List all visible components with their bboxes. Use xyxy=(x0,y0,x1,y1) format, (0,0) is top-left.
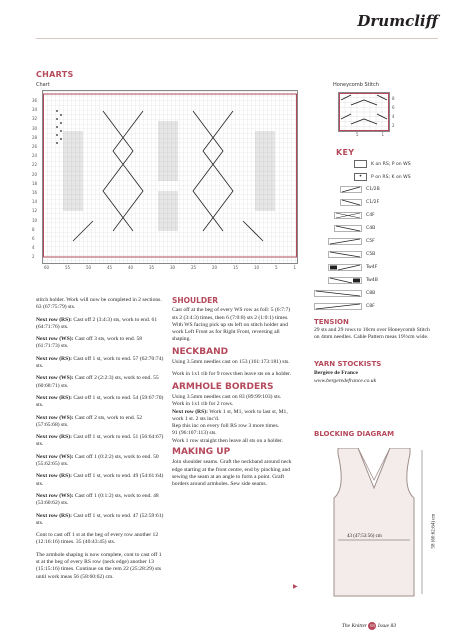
row-number: 14 xyxy=(32,199,38,205)
row-number: 32 xyxy=(32,116,38,122)
stitch-number: 45 xyxy=(107,265,113,270)
key-item xyxy=(340,186,380,193)
body-text: Work 1 row straight then leave all sts on a holder. xyxy=(172,437,283,444)
key-item xyxy=(328,238,375,245)
body-text: Using 3.5mm needles cast on 153 (161:173:181) sts. xyxy=(172,359,290,366)
stitch-number: 20 xyxy=(212,265,218,270)
body-text: Using 3.5mm needles cast on 83 (89:99:103) sts. xyxy=(172,393,282,400)
stitch-number-row xyxy=(44,265,296,270)
body-text: The armhole shaping is now complete, cont to cast off 1 st at the beg of every RS row (neck edge) another 13 (15:15:16) times. Continue on the rem 22 (25:28:29) sts until work meas 56 (58:60:62) cm. xyxy=(36,551,162,580)
stitch-number: 1 xyxy=(381,132,384,137)
stitch-number: 40 xyxy=(128,265,134,270)
body-text: Work 1 st, M1, work to last st, M1, work 1 st. 2 sts inc'd. xyxy=(172,408,288,422)
row-number: 6 xyxy=(32,236,35,242)
key-label: P on RS; K on WS xyxy=(371,174,411,180)
row-text: Cast off 1 (0:2:2) sts, work to end. 50 (55:62:65) sts. xyxy=(36,453,159,468)
key-label: Tw4B xyxy=(366,278,378,283)
row-lead: Next row (WS): xyxy=(36,336,74,343)
body-text: 91 (96:107:113) sts. xyxy=(172,430,217,437)
row-text: Cast off 1 st, work to end. 49 (54:61:64) sts. xyxy=(36,473,164,487)
key-item xyxy=(334,225,375,232)
width-measurement: 43 (47:53:56) cm xyxy=(347,534,382,539)
body-text: Cast off at the beg of every WS row as foll: 5 (6:7:7) sts 2 (3:4:3) times, then 6 (7:0:8) sts 2 (1:0:1) times. With WS facing pick up sts left on stitch holder and work Left Front as for Right Front, reversing all shaping. xyxy=(172,307,291,343)
key-item xyxy=(328,264,377,271)
honeycomb-grid xyxy=(339,93,389,131)
honeycomb-stitch-numbers xyxy=(356,132,384,137)
cable-c8b-icon xyxy=(314,290,362,297)
body-text: 63 (67:75:79) sts. xyxy=(36,304,76,311)
chart-label: Chart xyxy=(36,82,50,88)
cable-c5b-icon xyxy=(328,251,362,258)
body-text: Rep this inc on every foll RS row 3 more times. xyxy=(172,423,280,430)
row-lead: Next row (WS): xyxy=(36,414,74,421)
pattern-column-2 xyxy=(172,297,296,494)
page-title: Drumcliff xyxy=(357,12,438,30)
row-lead: Next row (RS): xyxy=(36,394,72,401)
row-lead: Next row (RS): xyxy=(36,512,72,519)
stockist-name: Bergère de France xyxy=(314,370,359,376)
magazine-name: The Knitter xyxy=(341,623,368,629)
tension-text: 29 sts and 29 rows to 10cm over Honeycomb Stitch on 4mm needles. Cable Pattern meas 19½cm wide. xyxy=(314,327,430,340)
row-number: 36 xyxy=(32,98,38,103)
key-item xyxy=(314,290,375,297)
row-number: 12 xyxy=(32,208,38,214)
key-item xyxy=(314,303,375,310)
cable-c12b-icon xyxy=(340,186,362,193)
stitch-number: 30 xyxy=(170,265,176,270)
stitch-number: 55 xyxy=(65,265,71,270)
cable-chart xyxy=(42,90,298,264)
row-text: Cast off 1 st, work to end. 47 (52:59:61) sts. xyxy=(36,512,164,526)
twist-tw4f-icon xyxy=(328,264,362,271)
row-lead: Next row (RS): xyxy=(172,408,208,415)
honeycomb-row-numbers xyxy=(392,94,395,130)
cable-chart-grid xyxy=(43,91,297,263)
body-text: Cont to cast off 1 st at the beg of every row another 12 (12:16:16) times. 35 (40:43:45) sts. xyxy=(36,532,159,546)
blocking-diagram xyxy=(318,448,437,600)
row-number: 6 xyxy=(392,105,395,110)
row-lead: Next row (RS): xyxy=(36,316,72,323)
knit-symbol-icon xyxy=(354,160,367,168)
row-number: 8 xyxy=(32,226,35,232)
body-text: stitch holder. Work will now be completed in 2 sections. xyxy=(36,297,162,303)
stitch-number: 15 xyxy=(233,265,239,270)
key-item xyxy=(354,173,411,181)
key-item xyxy=(334,212,375,219)
row-text: Cast off 2 (2:2:3) sts, work to end. 55 (60:68:71) sts. xyxy=(36,375,159,389)
body-text: Join shoulder seams. Graft the neckband around neck edge starting at the front centre, end by pinching and sewing the seam at an angle to form a point. Graft borders around armholes. Sew side seams. xyxy=(172,459,292,488)
blocking-diagram-svg xyxy=(318,448,430,600)
making-up-heading: MAKING UP xyxy=(172,447,231,458)
stitch-number: 5 xyxy=(275,265,278,270)
cable-c4f-icon xyxy=(334,212,362,219)
row-lead: Next row (WS): xyxy=(36,375,74,382)
row-number: 2 xyxy=(32,254,35,260)
row-text: Cast off 1 st, work to end. 51 (56:64:67) sts. xyxy=(36,434,164,448)
row-number: 24 xyxy=(32,153,38,159)
row-text: Cast off 1 (0:1:2) sts, work to end. 48 (53:60:62) sts. xyxy=(36,492,159,507)
key-label: C4F xyxy=(366,213,375,218)
row-text: Cast off 2 (3:4:3) sts, work to end. 61 (64:71:76) sts. xyxy=(36,316,158,330)
row-lead: Next row (RS): xyxy=(36,355,72,362)
stitch-number: 50 xyxy=(86,265,92,270)
row-number: 4 xyxy=(32,245,35,251)
shoulder-heading: SHOULDER xyxy=(172,296,219,305)
cable-c5f-icon xyxy=(328,238,362,245)
key-label: C8B xyxy=(366,291,376,296)
row-number: 10 xyxy=(32,217,38,223)
key-label: C1/2B xyxy=(366,187,380,192)
row-lead: Next row (WS): xyxy=(36,492,74,499)
continue-arrow-icon: ▶ xyxy=(293,583,298,590)
honeycomb-chart xyxy=(338,92,390,132)
key-item xyxy=(328,277,378,284)
issue-number: Issue 83 xyxy=(377,623,396,629)
row-number: 28 xyxy=(32,134,38,140)
key-item xyxy=(354,160,411,168)
honeycomb-label: Honeycomb Stitch xyxy=(333,82,379,88)
stitch-number: 25 xyxy=(191,265,197,270)
page-footer xyxy=(342,622,396,630)
yarn-stockists-heading: YARN STOCKISTS xyxy=(314,360,382,368)
key-label: C8F xyxy=(366,304,375,309)
pattern-column-1 xyxy=(36,297,164,586)
purl-dot-icon: • xyxy=(354,173,367,181)
stitch-number: 10 xyxy=(254,265,260,270)
row-number: 8 xyxy=(392,96,395,101)
row-number: 22 xyxy=(32,162,38,168)
stockist-url[interactable]: www.bergeredefrance.co.uk xyxy=(314,378,377,384)
row-number: 16 xyxy=(32,190,38,196)
key-item xyxy=(340,199,379,206)
key-label: C5B xyxy=(366,252,376,257)
row-number: 26 xyxy=(32,144,38,150)
body-text: Work in 1x1 rib for 2 rows. xyxy=(172,401,234,408)
body-text: Work in 1x1 rib for 9 rows then leave sts on a holder. xyxy=(172,371,292,378)
row-text: Cast off 1 st, work to end. 54 (59:67:70) sts. xyxy=(36,394,164,409)
row-text: Cast off 2 sts, work to end. 52 (57:65:68) sts. xyxy=(36,414,143,428)
key-label: K on RS; P on WS xyxy=(371,161,411,167)
row-number: 34 xyxy=(32,107,38,113)
cable-c12f-icon xyxy=(340,199,362,206)
blocking-diagram-heading: BLOCKING DIAGRAM xyxy=(314,430,395,438)
row-text: Cast off 3 sts, work to end. 58 (61:71:73) sts. xyxy=(36,336,143,350)
stitch-number: 35 xyxy=(149,265,155,270)
row-lead: Next row (RS): xyxy=(36,434,72,441)
row-number-column xyxy=(32,96,37,262)
row-lead: Next row (WS): xyxy=(36,453,74,460)
row-number: 4 xyxy=(392,114,395,119)
header-rule xyxy=(36,38,438,39)
neckband-heading: NECKBAND xyxy=(172,346,229,357)
page-number: 63 xyxy=(370,623,375,628)
cable-c8f-icon xyxy=(314,303,362,310)
stitch-number: 60 xyxy=(44,265,50,270)
row-number: 30 xyxy=(32,125,38,131)
length-measurement: 58 (60:62:64) cm xyxy=(431,513,437,549)
row-lead: Next row (RS): xyxy=(36,473,72,480)
row-number: 20 xyxy=(32,171,38,177)
armhole-borders-heading: ARMHOLE BORDERS xyxy=(172,381,274,392)
key-item xyxy=(328,251,375,258)
row-number: 2 xyxy=(392,123,395,128)
key-label: C5F xyxy=(366,239,375,244)
key-heading: KEY xyxy=(336,148,355,157)
charts-heading: CHARTS xyxy=(36,70,74,79)
twist-tw4b-icon xyxy=(328,277,362,284)
cable-c4b-icon xyxy=(334,225,362,232)
stitch-number: 5 xyxy=(356,132,359,137)
key-label: C4B xyxy=(366,226,376,231)
row-text: Cast off 1 st, work to end. 57 (62:70:74) sts. xyxy=(36,355,164,370)
key-label: Tw4F xyxy=(366,265,378,270)
row-number: 18 xyxy=(32,180,38,186)
stitch-number: 1 xyxy=(293,265,296,270)
key-label: C1/2F xyxy=(366,200,380,205)
tension-heading: TENSION xyxy=(314,318,349,326)
